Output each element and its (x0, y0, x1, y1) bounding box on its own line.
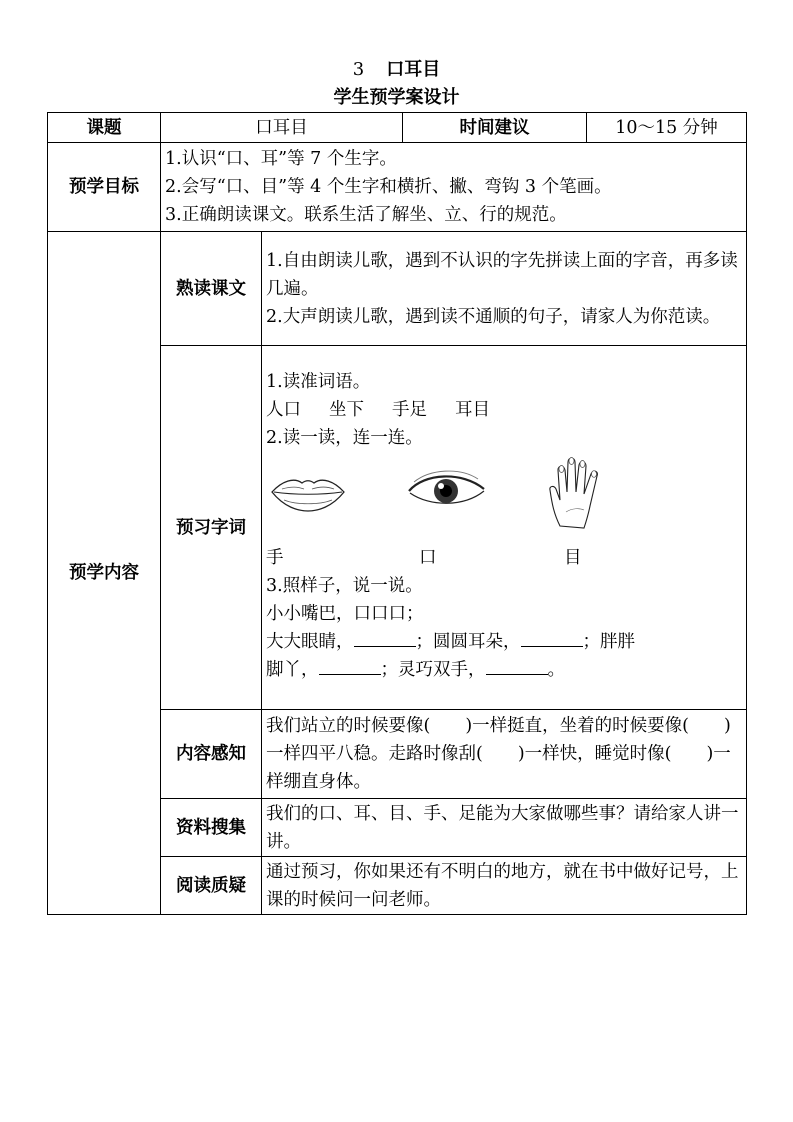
match-char: 口 (419, 548, 437, 568)
questions-text: 通过预习，你如果还有不明白的地方，就在书中做好记号，上课的时候问一问老师。 (262, 857, 747, 915)
fill-text: ；灵巧双手， (380, 660, 486, 680)
fill-text: 大大眼睛， (266, 632, 354, 652)
lesson-number: 3 (352, 59, 365, 80)
goal-item: 1.认识“口、耳”等 7 个生字。 (165, 149, 397, 169)
fill-text: ；胖胖 (582, 632, 635, 652)
word-item: 耳目 (455, 400, 490, 420)
topic-row (48, 113, 747, 143)
hand-icon (546, 452, 610, 532)
blank-field[interactable] (521, 628, 583, 647)
example-line: 小小嘴巴，口口口； (266, 604, 424, 624)
fill-text: 脚丫， (266, 660, 319, 680)
blank-field[interactable] (354, 628, 416, 647)
goals-label: 预学目标 (48, 143, 161, 232)
goals-cell (161, 143, 747, 232)
questions-label: 阅读质疑 (161, 857, 262, 915)
perception-label: 内容感知 (161, 710, 262, 799)
perception-text: 我们站立的时候要像( )一样挺直，坐着的时候要像( )一样四平八稳。走路时像刮( )一样快，睡觉时像( )一样绷直身体。 (262, 710, 747, 799)
goal-item: 2.会写“口、目”等 4 个生字和横折、撇、弯钩 3 个笔画。 (165, 177, 612, 197)
page-subtitle: 学生预学案设计 (333, 87, 460, 108)
reading-line: 2.大声朗读儿歌，遇到读不通顺的句子，请家人为你范读。 (266, 306, 721, 327)
topic-value: 口耳目 (161, 113, 403, 143)
research-label: 资料搜集 (161, 799, 262, 857)
eye-icon (406, 467, 488, 517)
time-label: 时间建议 (403, 113, 587, 143)
content-label: 预学内容 (48, 232, 161, 915)
word-item: 坐下 (329, 400, 364, 420)
match-chars (266, 544, 742, 572)
topic-label: 课题 (48, 113, 161, 143)
time-value: 10～15 分钟 (587, 113, 747, 143)
reading-line: 1.自由朗读儿歌，遇到不认识的字先拼读上面的字音，再多读几遍。 (266, 250, 738, 299)
fill-text: ；圆圆耳朵， (415, 632, 521, 652)
fill-line (266, 656, 742, 684)
words-label: 预习字词 (161, 346, 262, 710)
match-char: 手 (266, 548, 284, 568)
fill-line (266, 628, 742, 656)
blank-field[interactable] (486, 656, 548, 675)
words-task1: 1.读准词语。 (266, 372, 371, 392)
words-task3: 3.照样子，说一说。 (266, 576, 423, 596)
words-task2: 2.读一读，连一连。 (266, 428, 423, 448)
word-item: 手足 (392, 400, 427, 420)
lesson-title (0, 58, 793, 82)
fill-text: 。 (547, 660, 565, 680)
goal-item: 3.正确朗读课文。联系生活了解坐、立、行的规范。 (165, 205, 567, 225)
reading-cell (262, 232, 747, 346)
blank-field[interactable] (319, 656, 381, 675)
preview-table (47, 112, 747, 915)
goals-row (48, 143, 747, 232)
reading-label: 熟读课文 (161, 232, 262, 346)
lesson-name: 口耳目 (386, 59, 441, 80)
picture-row (266, 452, 742, 532)
word-item: 人口 (266, 400, 301, 420)
reading-row (48, 232, 747, 346)
words-cell (262, 346, 747, 710)
word-list (266, 396, 742, 424)
match-char: 目 (564, 548, 582, 568)
research-text: 我们的口、耳、目、手、足能为大家做哪些事？请给家人讲一讲。 (262, 799, 747, 857)
mouth-icon (268, 467, 348, 517)
